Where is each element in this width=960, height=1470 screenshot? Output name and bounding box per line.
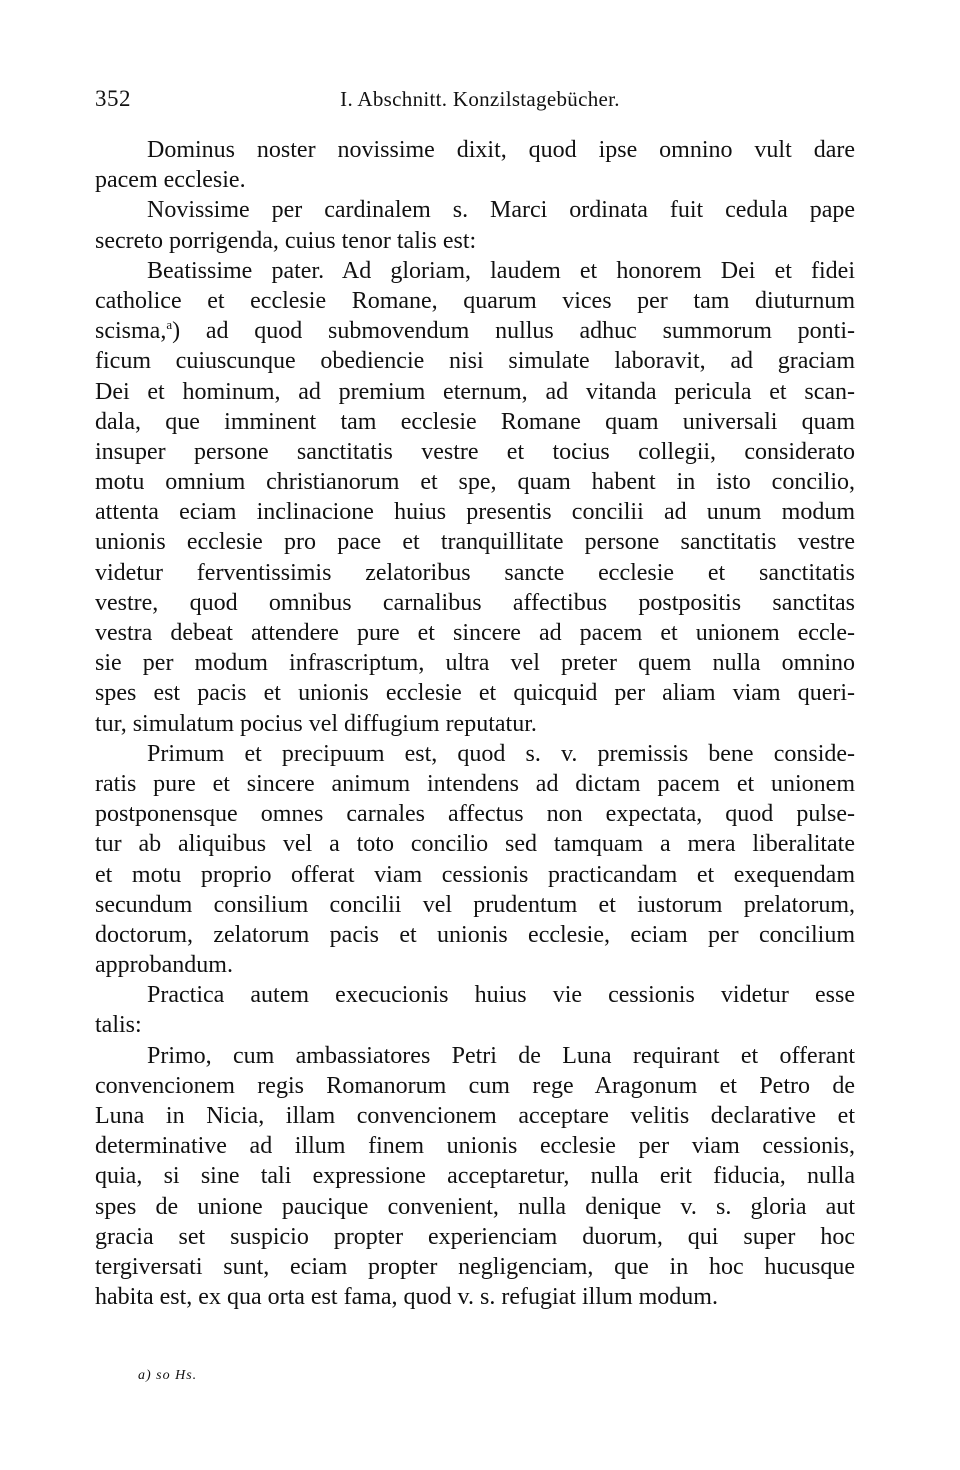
- text-line: Dominus noster novissime dixit, quod ipse omnino vult dare: [147, 137, 855, 163]
- paragraph: [95, 980, 855, 1040]
- text-line: quia, si sine tali expressione acceptaretur, nulla erit fiducia, nulla: [95, 1163, 855, 1190]
- text-line: unionis ecclesie pro pace et tranquillitate persone sanctitatis vestre: [95, 529, 855, 556]
- text-line: postponensque omnes carnales affectus non expectata, quod pulse-: [95, 801, 855, 828]
- text-line-with-footnote: [95, 316, 855, 346]
- text-line: approbandum.: [95, 952, 233, 979]
- text-line: attenta eciam inclinacione huius presentis concilii ad unum modum: [95, 499, 855, 526]
- text-line: habita est, ex qua orta est fama, quod v. s. refugiat illum modum.: [95, 1284, 718, 1311]
- text-line: doctorum, zelatorum pacis et unionis ecclesie, eciam per concilium: [95, 921, 855, 948]
- running-title: I. Abschnitt. Konzilstagebücher.: [340, 87, 620, 111]
- text-line: insuper persone sanctitatis vestre et tocius collegii, considerato: [95, 438, 855, 465]
- paragraph: [95, 739, 855, 981]
- page-header: [95, 86, 865, 116]
- footnote: a) so Hs.: [138, 1368, 198, 1383]
- text-line: spes de unione paucique convenient, nulla denique v. s. gloria aut: [95, 1193, 855, 1220]
- body-text: [95, 135, 855, 1312]
- text-line: motu omnium christianorum et spe, quam habent in isto concilio,: [95, 469, 855, 496]
- text-line: Primo, cum ambassiatores Petri de Luna requirant et offerant: [147, 1042, 855, 1069]
- text-line: talis:: [95, 1012, 142, 1039]
- text-line: ficum cuiuscunque obediencie nisi simulate laboravit, ad graciam: [95, 348, 855, 375]
- text-line: vestra debeat attendere pure et sincere ad pacem et unionem eccle-: [95, 620, 855, 646]
- text-line: secundum consilium concilii vel prudentum et iustorum prelatorum,: [95, 891, 855, 918]
- text-line: et motu proprio offerat viam cessionis practicandam et exequendam: [95, 861, 855, 888]
- text-line: Beatissime pater. Ad gloriam, laudem et honorem Dei et fidei: [147, 257, 855, 284]
- text-line: Primum et precipuum est, quod s. v. premissis bene conside-: [147, 740, 855, 767]
- page-number: 352: [95, 86, 131, 111]
- footnote-reference: a: [166, 317, 173, 333]
- text-line: catholice et ecclesie Romane, quarum vices per tam diuturnum: [95, 287, 855, 314]
- text-fragment: scisma,: [95, 318, 167, 345]
- text-line: vestre, quod omnibus carnalibus affectibus postpositis sanctitas: [95, 589, 855, 616]
- paragraph: [95, 135, 855, 195]
- text-line: videtur ferventissimis zelatoribus sancte ecclesie et sanctitatis: [95, 559, 855, 586]
- text-line: tergiversati sunt, eciam propter negligenciam, que in hoc hucusque: [95, 1253, 855, 1280]
- text-fragment: ) ad quod submovendum nullus adhuc summorum ponti-: [172, 318, 855, 345]
- text-line: Luna in Nicia, illam convencionem acceptare velitis declarative et: [95, 1103, 855, 1129]
- text-line: tur, simulatum pocius vel diffugium reputatur.: [95, 710, 537, 737]
- text-line: pacem ecclesie.: [95, 167, 246, 194]
- text-line: Practica autem execucionis huius vie cessionis videtur esse: [147, 982, 855, 1009]
- text-line: convencionem regis Romanorum cum rege Aragonum et Petro de: [95, 1072, 855, 1099]
- text-line: determinative ad illum finem unionis ecclesie per viam cessionis,: [95, 1133, 855, 1160]
- paragraph: [95, 256, 855, 739]
- text-line: secreto porrigenda, cuius tenor talis est:: [95, 227, 477, 254]
- text-line: dala, que imminent tam ecclesie Romane quam universali quam: [95, 408, 855, 435]
- text-line: tur ab aliquibus vel a toto concilio sed tamquam a mera liberalitate: [95, 831, 855, 858]
- text-line: spes est pacis et unionis ecclesie et quicquid per aliam viam queri-: [95, 680, 855, 707]
- text-line: ratis pure et sincere animum intendens ad dictam pacem et unionem: [95, 770, 855, 797]
- paragraph: [95, 1041, 855, 1313]
- text-line: gracia set suspicio propter experienciam duorum, qui super hoc: [95, 1223, 855, 1250]
- text-line: Dei et hominum, ad premium eternum, ad vitanda pericula et scan-: [95, 378, 855, 405]
- paragraph: [95, 195, 855, 255]
- text-line: Novissime per cardinalem s. Marci ordinata fuit cedula pape: [147, 197, 855, 224]
- text-line: sie per modum infrascriptum, ultra vel preter quem nulla omnino: [95, 650, 855, 677]
